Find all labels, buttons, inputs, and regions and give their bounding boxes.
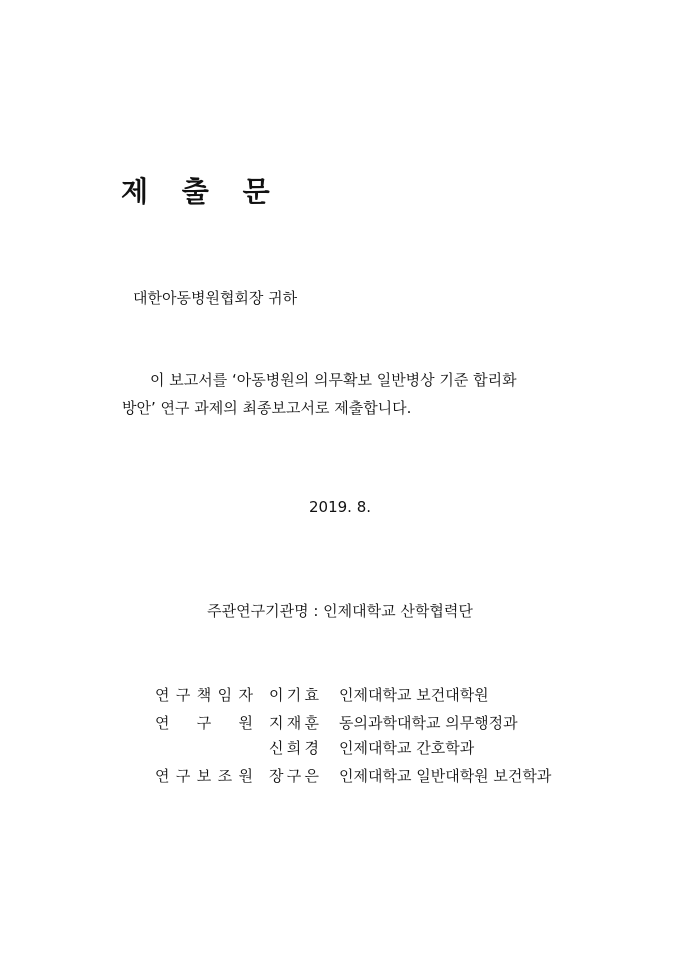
staff-role xyxy=(155,683,253,708)
staff-role xyxy=(155,711,253,736)
name-char: 재 xyxy=(286,714,302,732)
body-paragraph xyxy=(122,366,562,422)
name-char: 은 xyxy=(304,767,319,785)
body-line-1: 이 보고서를 ‘아동병원의 의무확보 일반병상 기준 합리화 xyxy=(150,371,517,389)
role-char: 구 xyxy=(196,714,212,732)
name-char: 구 xyxy=(286,767,302,785)
name-char: 신 xyxy=(269,739,284,757)
staff-name xyxy=(269,736,319,761)
role-char: 연 xyxy=(155,686,170,704)
role-char: 구 xyxy=(175,686,191,704)
role-char: 책 xyxy=(196,686,212,704)
name-char: 장 xyxy=(269,767,284,785)
recipient-line: 대한아동병원협회장 귀하 xyxy=(133,289,298,307)
role-char: 원 xyxy=(238,714,253,732)
staff-role xyxy=(155,764,253,789)
name-char: 효 xyxy=(304,686,319,704)
role-char: 보 xyxy=(196,767,212,785)
role-char: 원 xyxy=(238,767,253,785)
staff-affiliation: 인제대학교 일반대학원 보건학과 xyxy=(339,767,552,785)
organization-line: 주관연구기관명 : 인제대학교 산학협력단 xyxy=(207,602,473,620)
body-line-2: 방안’ 연구 과제의 최종보고서로 제출합니다. xyxy=(122,399,412,417)
staff-name xyxy=(269,764,319,789)
staff-affiliation: 동의과학대학교 의무행정과 xyxy=(339,714,518,732)
role-char: 연 xyxy=(155,767,170,785)
staff-affiliation: 인제대학교 간호학과 xyxy=(339,739,475,757)
role-char: 임 xyxy=(217,686,233,704)
name-char: 희 xyxy=(286,739,302,757)
role-char: 자 xyxy=(238,686,253,704)
name-char: 기 xyxy=(286,686,302,704)
staff-name xyxy=(269,711,319,736)
role-char: 조 xyxy=(217,767,233,785)
name-char: 지 xyxy=(269,714,284,732)
role-char: 구 xyxy=(175,767,191,785)
role-char: 연 xyxy=(155,714,170,732)
name-char: 훈 xyxy=(304,714,319,732)
staff-name xyxy=(269,683,319,708)
submission-date: 2019. 8. xyxy=(308,498,372,516)
staff-affiliation: 인제대학교 보건대학원 xyxy=(339,686,489,704)
name-char: 이 xyxy=(269,686,284,704)
document-title: 제 출 문 xyxy=(121,175,282,208)
name-char: 경 xyxy=(304,739,319,757)
